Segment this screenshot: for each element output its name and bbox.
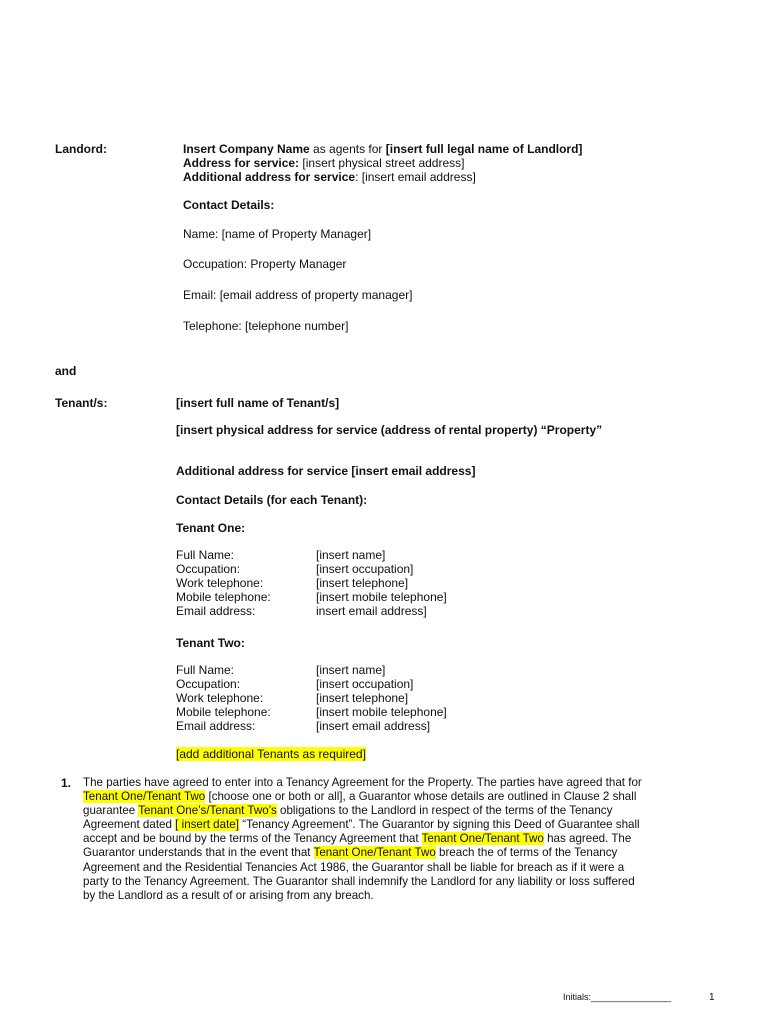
tenant-two-occupation-label: Occupation: — [176, 677, 241, 691]
clause-text: breach the of terms of the Tenancy — [435, 846, 618, 860]
clause-1-line — [83, 832, 723, 846]
tenant-one-mobile-label: Mobile telephone: — [176, 590, 271, 604]
and-separator: and — [55, 364, 77, 378]
email-bracket: [ — [219, 288, 224, 302]
address-for-service-value: [insert physical street address] — [299, 156, 465, 170]
tenant-choice-highlight: Tenant One/Tenant Two — [83, 790, 206, 804]
landlord-contact-telephone: Telephone: [telephone number] — [183, 319, 349, 333]
clause-1-line — [83, 818, 723, 832]
landlord-line-3 — [183, 170, 476, 184]
clause-1-line: party to the Tenancy Agreement. The Guarantor shall indemnify the Landlord for any liability or loss suffered — [83, 874, 635, 888]
clause-text: has agreed. The — [543, 832, 632, 846]
landlord-label: Landord: — [55, 142, 107, 156]
clause-1-line — [83, 804, 723, 818]
tenant-two-mobile-value: [insert mobile telephone] — [316, 705, 447, 719]
clause-1-line: by the Landlord as a result of or arising from any breach. — [83, 888, 374, 902]
tenant-one-email-label: Email address: — [176, 604, 256, 618]
email-value: email address of property manager] — [223, 288, 413, 302]
clause-1-line: Agreement and the Residential Tenancies Act 1986, the Guarantor shall be liable for breach as if it were a — [83, 860, 625, 874]
initials-field: Initials:________________ — [563, 992, 672, 1002]
tenant-two-work-phone-value: [insert telephone] — [316, 691, 409, 705]
landlord-contact-heading: Contact Details: — [183, 198, 275, 212]
agents-for-text: as agents for — [309, 142, 386, 156]
clause-text: [choose one or both or all], a Guarantor whose details are outlined in Clause 2 shall — [205, 790, 637, 804]
clause-text: guarantee — [83, 804, 139, 818]
page-number: 1 — [709, 992, 715, 1003]
tenant-additional-address: Additional address for service [insert email address] — [176, 464, 476, 478]
tenant-one-work-phone-label: Work telephone: — [176, 576, 264, 590]
clause-text: obligations to the Landlord in respect of the terms of the Tenancy — [276, 804, 613, 818]
tenant-one-mobile-value: [insert mobile telephone] — [316, 590, 447, 604]
tenant-two-mobile-label: Mobile telephone: — [176, 705, 271, 719]
tenant-two-full-name-label: Full Name: — [176, 663, 235, 677]
tenant-two-email-value: [insert email address] — [316, 719, 431, 733]
tenants-label: Tenant/s: — [55, 396, 108, 410]
clause-1-line — [83, 846, 723, 860]
tenant-contact-heading: Contact Details (for each Tenant): — [176, 493, 368, 507]
additional-address-label: Additional address for service — [183, 170, 356, 184]
clause-text: Guarantor understands that in the event that — [83, 846, 314, 860]
tenant-two-occupation-value: [insert occupation] — [316, 677, 414, 691]
clause-1-paragraph — [83, 776, 723, 903]
address-for-service-label: Address for service: — [183, 156, 300, 170]
clause-1-number: 1. — [61, 776, 72, 790]
tenant-two-full-name-value: [insert name] — [316, 663, 386, 677]
tenant-one-occupation-value: [insert occupation] — [316, 562, 414, 576]
clause-text: “Tenancy Agreement”. The Guarantor by signing this Deed of Guarantee shall — [238, 818, 640, 832]
tenant-full-name-placeholder: [insert full name of Tenant/s] — [176, 396, 340, 410]
tenant-choice-highlight: Tenant One/Tenant Two — [313, 846, 436, 860]
landlord-contact-occupation: Occupation: Property Manager — [183, 257, 347, 271]
insert-date-highlight: [ insert date] — [175, 818, 239, 832]
tenant-one-full-name-value: [insert name] — [316, 548, 386, 562]
tenant-one-occupation-label: Occupation: — [176, 562, 241, 576]
tenant-two-work-phone-label: Work telephone: — [176, 691, 264, 705]
landlord-contact-name: Name: [name of Property Manager] — [183, 227, 372, 241]
landlord-line-1 — [183, 142, 582, 156]
tenant-obligations-highlight: Tenant One’s/Tenant Two’s — [138, 804, 277, 818]
clause-text: accept and be bound by the terms of the Tenancy Agreement that — [83, 832, 422, 846]
email-label: Email: — [183, 288, 220, 302]
tenant-two-heading: Tenant Two: — [176, 636, 245, 650]
tenant-one-heading: Tenant One: — [176, 521, 246, 535]
tenant-choice-highlight: Tenant One/Tenant Two — [421, 832, 544, 846]
add-tenants-note — [176, 747, 366, 761]
add-tenants-highlight: [add additional Tenants as required] — [176, 747, 366, 761]
clause-1-line: The parties have agreed to enter into a Tenancy Agreement for the Property. The parties have agreed that for — [83, 776, 642, 789]
clause-text: Agreement dated — [83, 818, 176, 832]
tenant-two-email-label: Email address: — [176, 719, 256, 733]
landlord-name-placeholder: [insert full legal name of Landlord] — [385, 142, 583, 156]
landlord-contact-email — [183, 288, 412, 302]
additional-address-value: : [insert email address] — [355, 170, 476, 184]
tenant-one-work-phone-value: [insert telephone] — [316, 576, 409, 590]
tenant-one-email-value: insert email address] — [316, 604, 427, 618]
tenant-one-full-name-label: Full Name: — [176, 548, 235, 562]
tenant-address-placeholder: [insert physical address for service (address of rental property) “Property” — [176, 423, 603, 437]
clause-1-line — [83, 790, 723, 804]
company-name-placeholder: Insert Company Name — [183, 142, 310, 156]
landlord-line-2 — [183, 156, 464, 170]
